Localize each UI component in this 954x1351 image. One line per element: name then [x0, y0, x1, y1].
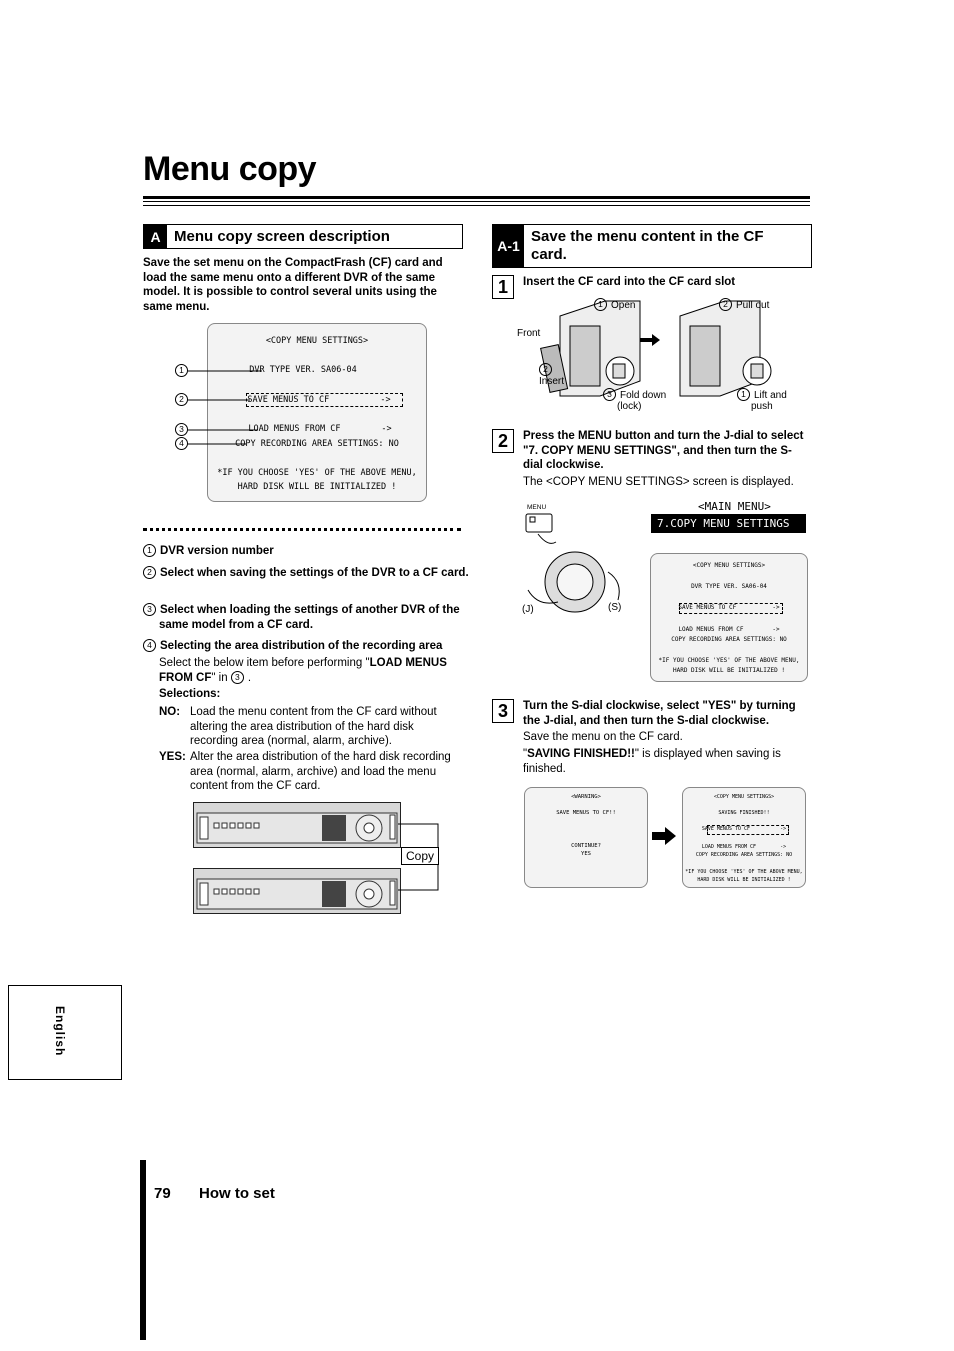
list-item: 4 Selecting the area distribution of the recording area [143, 639, 461, 654]
section-a1-heading: Save the menu content in the CF card. [531, 228, 764, 263]
main-menu-label: <MAIN MENU> [698, 500, 771, 513]
step-1-text: Insert the CF card into the CF card slot [523, 276, 736, 288]
label-front: Front [517, 328, 541, 339]
list-item: 3 Select when loading the settings of another DVR of the same model from a CF card. [143, 603, 477, 632]
screen-line: COPY RECORDING AREA SETTINGS: NO [671, 636, 787, 643]
step-3-text: Turn the S-dial clockwise, select "YES" by turning the J-dial, and then turn the S-dial clockwise. [523, 700, 796, 727]
screen-line: <WARNING> [571, 794, 601, 800]
label-pull-out: 2 Pull out [719, 298, 769, 311]
screen-line: COPY RECORDING AREA SETTINGS: NO [695, 852, 793, 858]
dotted-divider [143, 528, 461, 531]
saving-finished-screen [682, 787, 806, 888]
screen-line: COPY RECORDING AREA SETTINGS: NO [235, 439, 399, 449]
section-a-header [143, 224, 463, 249]
screen-line: SAVE MENUS TO CF -> [678, 604, 780, 611]
list-item: 1 DVR version number [143, 544, 461, 559]
step-3-note: "SAVING FINISHED!!" is displayed when saving is finished. [523, 748, 781, 775]
screen-line: <COPY MENU SETTINGS> [692, 562, 766, 569]
item4-detail: Select the below item before performing "LOAD MENUS FROM CF" in 3 . [159, 657, 447, 684]
dvr-front-drawing [194, 869, 400, 913]
section-a-intro: Save the set menu on the CompactFrash (CF) card and load the same menu onto a different DVR of the same model. It is possible to control several units using the same menu. [143, 257, 443, 313]
dvr-front-drawing [194, 803, 400, 847]
label-lift-push: 1 Lift and push [737, 388, 787, 412]
label-j-dial: (J) [522, 604, 534, 615]
screen-line: *IF YOU CHOOSE 'YES' OF THE ABOVE MENU, [217, 468, 417, 478]
step-3-number: 3 [492, 699, 514, 723]
label-fold-down: 3 Fold down (lock) [603, 388, 666, 412]
screen-line: YES [581, 851, 591, 857]
screen-line: LOAD MENUS FROM CF -> [678, 626, 780, 633]
screen-line: *IF YOU CHOOSE 'YES' OF THE ABOVE MENU, [658, 657, 800, 664]
dvr-unit-illustration [193, 802, 401, 848]
screen-line: <COPY MENU SETTINGS> [265, 336, 369, 346]
step-3-note: Save the menu on the CF card. [523, 731, 683, 743]
step-2-text: Press the MENU button and turn the J-dial to select "7. COPY MENU SETTINGS", and then turn the S-dial clockwise. [523, 430, 804, 471]
copy-menu-screen-small [650, 553, 808, 682]
screen-line: <COPY MENU SETTINGS> [713, 794, 775, 800]
screen-line: LOAD MENUS FROM CF -> [701, 844, 787, 850]
callout-2: 2 [175, 393, 192, 406]
label-s-dial: (S) [608, 602, 622, 613]
language-tab [8, 985, 122, 1080]
screen-line: HARD DISK WILL BE INITIALIZED ! [697, 877, 791, 883]
right-arrow-icon [651, 826, 677, 846]
title-rule [143, 201, 810, 202]
warning-screen [524, 787, 648, 888]
screen-line: SAVE MENUS TO CF!! [556, 810, 616, 816]
dvr-unit-illustration [193, 868, 401, 914]
language-label: English [53, 1006, 67, 1057]
section-a-tag: A [144, 225, 167, 248]
list-item: 2 Select when saving the settings of the DVR to a CF card. [143, 566, 477, 581]
screen-line: DVR TYPE VER. SA06-04 [249, 365, 357, 375]
section-a1-header [492, 224, 812, 268]
title-rule [143, 205, 810, 206]
copy-menu-highlight: 7.COPY MENU SETTINGS [651, 514, 806, 533]
screen-line: SAVING FINISHED!! [718, 810, 770, 816]
step-2-number: 2 [492, 429, 514, 453]
yes-label: YES: [159, 751, 186, 763]
screen-line: HARD DISK WILL BE INITIALIZED ! [237, 482, 397, 492]
screen-line: LOAD MENUS FROM CF -> [248, 424, 392, 434]
screen-line: HARD DISK WILL BE INITIALIZED ! [673, 667, 785, 674]
label-insert: 2 Insert [539, 364, 565, 387]
title-rule [143, 196, 810, 199]
footer-section-title: How to set [199, 1185, 275, 1202]
callout-1: 1 [175, 364, 192, 377]
callout-4: 4 [175, 437, 192, 450]
screen-line: SAVE MENUS TO CF -> [247, 395, 391, 405]
label-open: 1 Open [594, 298, 635, 311]
step-2-note: The <COPY MENU SETTINGS> screen is displayed. [523, 476, 794, 488]
no-text: Load the menu content from the CF card without altering the area distribution of the hard disk recording area (normal, alarm, archive). [190, 706, 437, 747]
footer-bar [140, 1160, 146, 1340]
selections-label: Selections: [159, 688, 221, 700]
menu-button-label: MENU [527, 504, 547, 511]
callout-3: 3 [175, 423, 192, 436]
page-title: Menu copy [143, 150, 317, 188]
screen-line: *IF YOU CHOOSE 'YES' OF THE ABOVE MENU, [685, 869, 803, 875]
section-a1-tag: A-1 [493, 225, 524, 267]
cf-insert-figure [515, 296, 810, 416]
copy-label: Copy [401, 847, 439, 865]
yes-text: Alter the area distribution of the hard disk recording area (normal, alarm, archive) and load the menu content from the CF card. [190, 751, 451, 792]
section-a-heading: Menu copy screen description [174, 228, 390, 245]
step-1-number: 1 [492, 275, 514, 299]
no-label: NO: [159, 706, 181, 718]
screen-line: SAVE MENUS TO CF -> [701, 826, 787, 832]
page-number: 79 [154, 1185, 171, 1202]
screen-line: DVR TYPE VER. SA06-04 [691, 583, 767, 590]
screen-line: CONTINUE? [571, 843, 601, 849]
